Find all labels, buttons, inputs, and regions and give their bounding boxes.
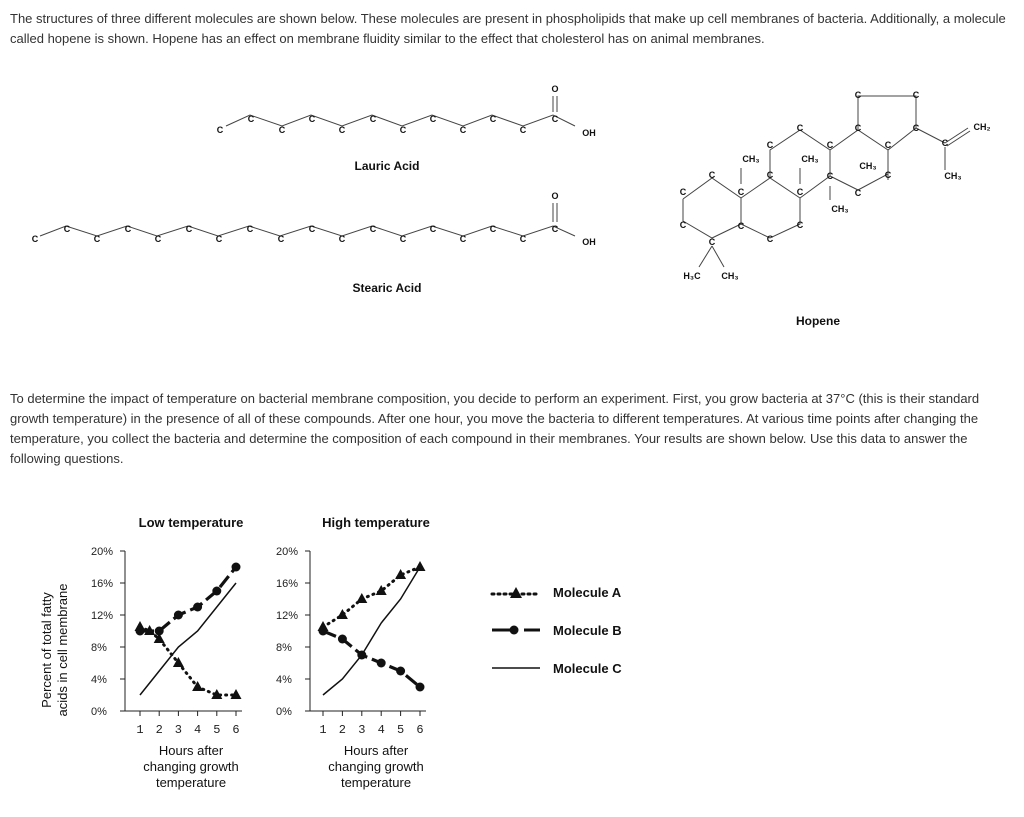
lauric-c2: C — [247, 114, 255, 124]
lauric-c11: C — [519, 125, 527, 135]
stearic-c12: C — [369, 224, 377, 234]
high-temperature-chart — [276, 515, 430, 790]
point-molecule-b — [319, 627, 328, 636]
y-axis-label-line2: acids in cell membrane — [55, 583, 70, 717]
intro-paragraph: The structures of three different molecules are shown below. These molecules are present in phospholipids that make up cell membranes of bacteria. Additionally, a molecule called hopene is shown. Hopene has an effect on membrane fluidity similar to the effect that cholesterol has on animal membranes. — [10, 11, 1006, 46]
x-axis-label: Hours after — [158, 743, 224, 758]
lauric-acid-structure — [217, 84, 596, 173]
stearic-c10: C — [308, 224, 316, 234]
x-axis-label: temperature — [155, 775, 227, 790]
stearic-c4: C — [124, 224, 132, 234]
stearic-c14: C — [429, 224, 437, 234]
legend-label-c: Molecule C — [553, 661, 622, 676]
hopene-label: Hopene — [795, 314, 841, 328]
hopene-ch3-3: CH₃ — [859, 161, 877, 171]
hopene-c2: C — [679, 220, 687, 230]
stearic-c7: C — [215, 234, 223, 244]
x-tick-label: 5 — [213, 723, 221, 737]
hopene-ch3-2: CH₃ — [801, 154, 819, 164]
x-tick-label: 3 — [174, 723, 183, 737]
y-tick-label: 4% — [276, 674, 292, 686]
x-axis-label: changing growth — [143, 759, 239, 774]
point-molecule-a — [415, 561, 426, 571]
x-axis-label: Hours after — [343, 743, 409, 758]
hopene-c4: C — [737, 221, 745, 231]
series-line-molecule-a — [140, 627, 236, 695]
x-tick-label: 4 — [377, 723, 385, 737]
stearic-c8: C — [246, 224, 254, 234]
hopene-c8: C — [796, 187, 804, 197]
legend-label-a: Molecule A — [553, 585, 622, 600]
lauric-c10: C — [489, 114, 497, 124]
hopene-c7: C — [766, 170, 774, 180]
hopene-c1: C — [679, 187, 687, 197]
hopene-c12: C — [796, 123, 804, 133]
lauric-c4: C — [308, 114, 316, 124]
point-molecule-b — [136, 627, 145, 636]
x-tick-label: 4 — [193, 723, 202, 737]
lauric-c6: C — [369, 114, 377, 124]
chart-title: High temperature — [322, 515, 430, 530]
y-tick-label: 12% — [276, 610, 299, 622]
y-axis-label-line1: Percent of total fatty — [39, 592, 54, 708]
stearic-hydroxyl: OH — [582, 237, 596, 247]
hopene-c18: C — [884, 170, 892, 180]
hopene-c3: C — [708, 237, 716, 247]
y-tick-label: 20% — [91, 546, 114, 558]
hopene-c13: C — [826, 140, 834, 150]
series-line-molecule-c — [323, 567, 420, 695]
lauric-c3: C — [278, 125, 286, 135]
hopene-c17: C — [854, 188, 862, 198]
y-tick-label: 8% — [91, 642, 107, 654]
x-tick-label: 1 — [319, 723, 327, 737]
y-tick-label: 0% — [276, 706, 292, 718]
hopene-c14: C — [826, 171, 834, 181]
x-tick-label: 3 — [358, 723, 366, 737]
series-line-molecule-b — [140, 567, 236, 631]
lauric-hydroxyl: OH — [582, 128, 596, 138]
stearic-c5: C — [154, 234, 162, 244]
hopene-c22: C — [941, 138, 949, 148]
point-molecule-b — [377, 659, 386, 668]
low-temperature-chart — [91, 515, 243, 790]
legend-label-b: Molecule B — [553, 623, 622, 638]
lauric-c5: C — [338, 125, 346, 135]
chart-title: Low temperature — [138, 515, 244, 530]
point-molecule-b — [212, 587, 221, 596]
x-axis-label: changing growth — [328, 759, 424, 774]
stearic-c6: C — [185, 224, 193, 234]
stearic-acid-label: Stearic Acid — [352, 281, 422, 295]
point-molecule-b — [193, 603, 202, 612]
point-molecule-a — [337, 609, 348, 619]
point-molecule-a — [356, 593, 367, 603]
legend-marker-b — [510, 626, 519, 635]
point-molecule-b — [338, 635, 347, 644]
point-molecule-b — [416, 683, 425, 692]
y-tick-label: 16% — [91, 578, 114, 590]
stearic-c11: C — [338, 234, 346, 244]
point-molecule-b — [155, 627, 164, 636]
lauric-c1: C — [216, 125, 224, 135]
hopene-h3c: H₃C — [683, 271, 701, 281]
y-tick-label: 16% — [276, 578, 299, 590]
legend-item-molecule-c — [492, 661, 622, 676]
hopene-ch3-1: CH₃ — [742, 154, 760, 164]
stearic-c16: C — [489, 224, 497, 234]
legend — [492, 585, 622, 676]
x-tick-label: 2 — [338, 723, 347, 737]
hopene-ch3-5: CH₃ — [944, 171, 962, 181]
y-tick-label: 8% — [276, 642, 292, 654]
stearic-carbonyl-o: O — [551, 191, 559, 201]
point-molecule-b — [232, 563, 241, 572]
y-axis-label — [39, 584, 70, 717]
hopene-c9: C — [796, 220, 804, 230]
y-tick-label: 20% — [276, 546, 299, 558]
stearic-c17: C — [519, 234, 527, 244]
hopene-c15: C — [854, 123, 862, 133]
lauric-c7: C — [399, 125, 407, 135]
stearic-c13: C — [399, 234, 407, 244]
series-line-molecule-c — [140, 583, 236, 695]
hopene-ch3-6: CH₃ — [721, 271, 739, 281]
hopene-c20: C — [912, 90, 920, 100]
x-axis-label: temperature — [340, 775, 412, 790]
hopene-c5: C — [737, 187, 745, 197]
hopene-c19: C — [854, 90, 862, 100]
x-tick-label: 6 — [416, 723, 424, 737]
legend-item-molecule-b — [492, 623, 622, 638]
lauric-c8: C — [429, 114, 437, 124]
hopene-c6: C — [708, 170, 716, 180]
x-tick-label: 2 — [155, 723, 163, 737]
x-tick-label: 5 — [396, 723, 405, 737]
y-tick-label: 4% — [91, 674, 107, 686]
point-molecule-a — [376, 585, 387, 595]
lauric-carbonyl-o: O — [551, 84, 559, 94]
stearic-acid-structure — [32, 191, 596, 295]
method-paragraph: To determine the impact of temperature on bacterial membrane composition, you decide to perform an experiment. First, you grow bacteria at 37°C (this is their standard growth temperature) in the presence of all of these compounds. After one hour, you move the bacteria to different temperatures. At various time points after changing the temperature, you collect the bacteria and determine the composition of each compound in their membranes. Your results are shown below. Use this data to answer the following questions. — [10, 391, 980, 466]
x-tick-label: 6 — [232, 723, 240, 737]
hopene-ch3-4: CH₃ — [831, 204, 849, 214]
stearic-c15: C — [459, 234, 467, 244]
hopene-c11: C — [766, 140, 774, 150]
hopene-c16: C — [884, 140, 892, 150]
lauric-acid-label: Lauric Acid — [354, 159, 420, 173]
y-tick-label: 0% — [91, 706, 107, 718]
hopene-ch2: CH₂ — [973, 122, 991, 132]
stearic-c3: C — [93, 234, 101, 244]
legend-item-molecule-a — [492, 585, 622, 600]
lauric-c12: C — [551, 114, 559, 124]
stearic-c9: C — [277, 234, 285, 244]
point-molecule-b — [174, 611, 183, 620]
lauric-c9: C — [459, 125, 467, 135]
y-tick-label: 12% — [91, 610, 114, 622]
hopene-structure — [680, 90, 991, 328]
stearic-c18: C — [551, 224, 559, 234]
hopene-c10: C — [766, 234, 774, 244]
point-molecule-b — [396, 667, 405, 676]
x-tick-label: 1 — [136, 723, 144, 737]
stearic-c1: C — [31, 234, 39, 244]
hopene-c21: C — [912, 123, 920, 133]
stearic-c2: C — [63, 224, 71, 234]
